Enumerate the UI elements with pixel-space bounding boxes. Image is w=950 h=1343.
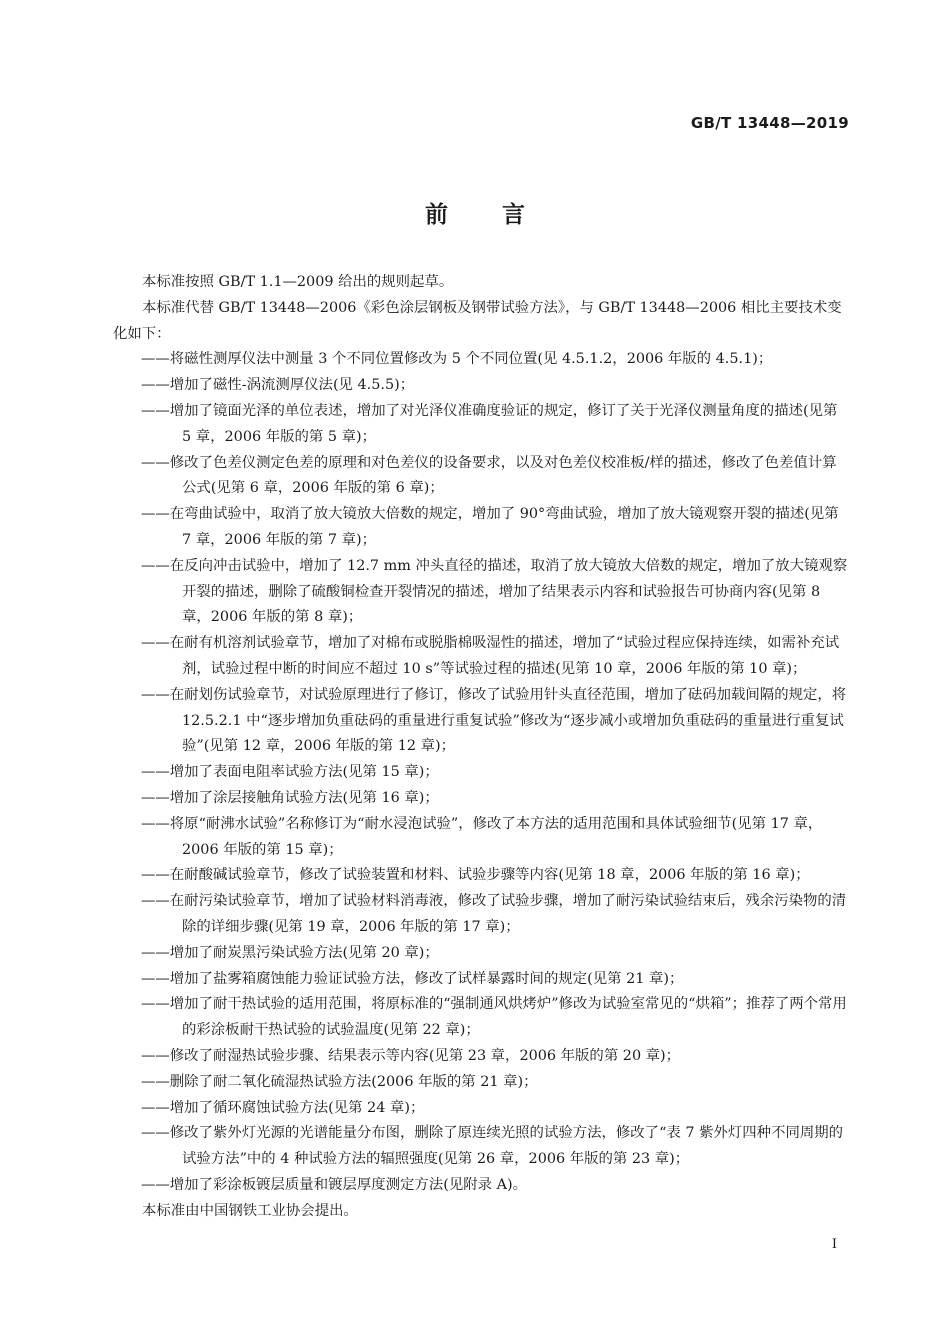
list-item: ——增加了彩涂板镀层质量和镀层厚度测定方法(见附录 A)。 [141, 1176, 527, 1193]
list-item: ——增加了盐雾箱腐蚀能力验证试验方法，修改了试样暴露时间的规定(见第 21 章)； [141, 970, 684, 987]
list-item: ——删除了耐二氧化硫湿热试验方法(2006 年版的第 21 章)； [141, 1073, 538, 1090]
list-item: ——增加了循环腐蚀试验方法(见第 24 章)； [141, 1099, 425, 1116]
list-item: ——增加了耐炭黑污染试验方法(见第 20 章)； [141, 944, 439, 961]
list-item: ——增加了涂层接触角试验方法(见第 16 章)； [141, 789, 439, 806]
intro-paragraph-2: 本标准代替 GB/T 13448—2006《彩色涂层钢板及钢带试验方法》，与 GB/T 13448—2006 相比主要技术变化如下： [113, 299, 842, 342]
list-item: ——在耐污染试验章节，增加了试验材料消毒液，修改了试验步骤，增加了耐污染试验结束后，残余污染物的清除的详细步骤(见第 19 章，2006 年版的第 17 章)； [141, 893, 847, 935]
list-item: ——将磁性测厚仪法中测量 3 个不同位置修改为 5 个不同位置(见 4.5.1.2，2006 年版的 4.5.1)； [141, 351, 773, 368]
list-item: ——在反向冲击试验中，增加了 12.7 mm 冲头直径的描述，取消了放大镜放大倍数的规定，增加了放大镜观察开裂的描述，删除了硫酸铜检查开裂情况的描述，增加了结果表示内容和试验报告可协商内容(见第 8 章，2006 年版的第 8 章)； [141, 557, 848, 626]
list-item: ——增加了表面电阻率试验方法(见第 15 章)； [141, 764, 439, 781]
list-item: ——修改了紫外灯光源的光谱能量分布图，删除了原连续光照的试验方法，修改了“表 7 紫外灯四种不同周期的试验方法”中的 4 种试验方法的辐照强度(见第 26 章，2006 年版的第 23 章)； [141, 1125, 844, 1168]
changes-list [113, 347, 850, 1198]
page-number: I [831, 1237, 837, 1252]
page-title: 前言 [425, 202, 579, 228]
intro-paragraph-1: 本标准按照 GB/T 1.1—2009 给出的规则起草。 [142, 274, 454, 290]
list-item: ——将原“耐沸水试验”名称修订为“耐水浸泡试验”，修改了本方法的适用范围和具体试验细节(见第 17 章，2006 年版的第 15 章)； [141, 815, 823, 858]
list-item: ——在耐有机溶剂试验章节，增加了对棉布或脱脂棉吸湿性的描述，增加了“试验过程应保持连续，如需补充试剂，试验过程中断的时间应不超过 10 s”等试验过程的描述(见第 10 章，2006 年版的第 10 章)； [141, 635, 840, 677]
list-item: ——增加了镜面光泽的单位表述，增加了对光泽仪准确度验证的规定，修订了关于光泽仪测量角度的描述(见第 5 章，2006 年版的第 5 章)； [141, 402, 838, 445]
list-item: ——在耐划伤试验章节，对试验原理进行了修订，修改了试验用针头直径范围，增加了砝码加载间隔的规定，将 12.5.2.1 中“逐步增加负重砝码的重量进行重复试验”修改为“逐步减小或增加负重砝码的重量进行重复试验”(见第 12 章，2006 年版的第 12 章)； [141, 686, 847, 755]
list-item: ——修改了耐湿热试验步骤、结果表示等内容(见第 23 章，2006 年版的第 20 章)； [141, 1047, 681, 1064]
closing-paragraph: 本标准由中国钢铁工业协会提出。 [142, 1202, 358, 1219]
list-item: ——在耐酸碱试验章节，修改了试验装置和材料、试验步骤等内容(见第 18 章，2006 年版的第 16 章)； [141, 867, 810, 884]
document-body [113, 270, 850, 1224]
list-item: ——修改了色差仪测定色差的原理和对色差仪的设备要求，以及对色差仪校准板/样的描述，修改了色差值计算公式(见第 6 章，2006 年版的第 6 章)； [141, 454, 837, 497]
list-item: ——增加了耐干热试验的适用范围，将原标准的“强制通风烘烤炉”修改为试验室常见的“烘箱”；推荐了两个常用的彩涂板耐干热试验的试验温度(见第 22 章)； [141, 996, 847, 1039]
standard-code: GB/T 13448—2019 [690, 114, 849, 132]
list-item: ——增加了磁性-涡流测厚仪法(见 4.5.5)； [141, 377, 415, 394]
list-item: ——在弯曲试验中，取消了放大镜放大倍数的规定，增加了 90°弯曲试验，增加了放大镜观察开裂的描述(见第 7 章，2006 年版的第 7 章)； [141, 506, 839, 548]
